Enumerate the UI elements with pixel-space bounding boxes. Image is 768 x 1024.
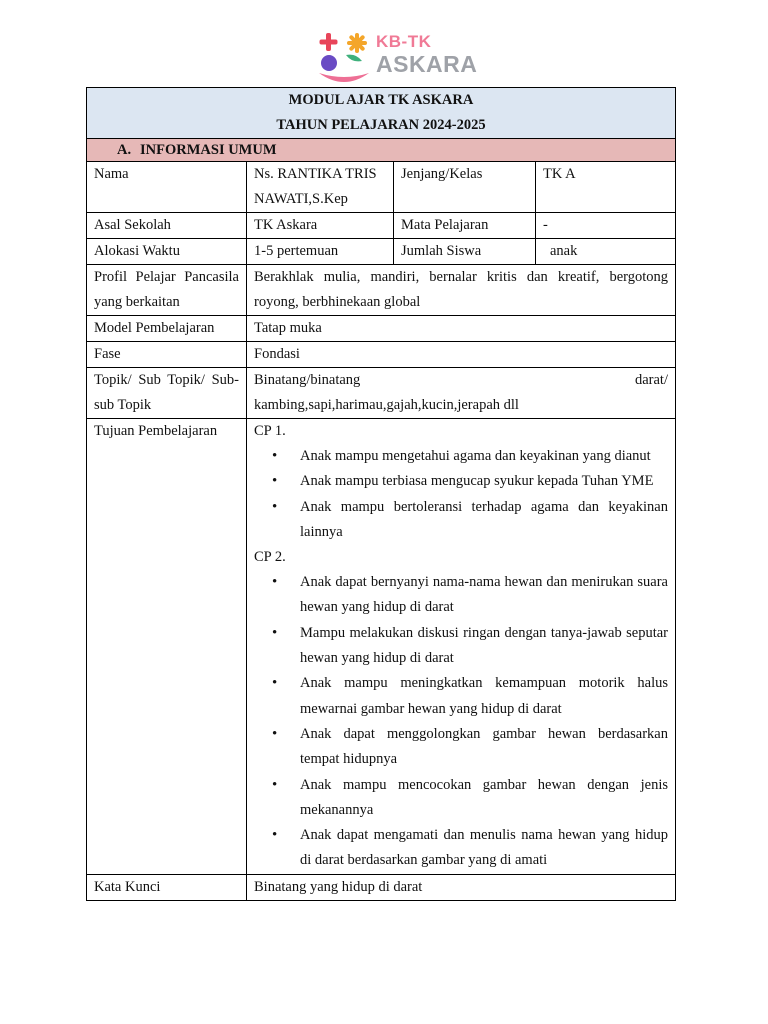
table-row <box>87 316 676 342</box>
list-item: • Anak dapat bernyanyi nama-nama hewan dan menirukan suara hewan yang hidup di darat <box>254 570 668 621</box>
table-row <box>87 239 676 265</box>
cp2-list <box>254 570 668 874</box>
row-value-jenjang: TK A <box>536 162 676 213</box>
row-label-model: Model Pembelajaran <box>87 316 247 342</box>
row-label-topik: Topik/ Sub Topik/ Sub-sub Topik <box>87 368 247 419</box>
row-label-jumlah-siswa: Jumlah Siswa <box>394 239 536 265</box>
row-label-alokasi-waktu: Alokasi Waktu <box>87 239 247 265</box>
table-row <box>87 368 676 419</box>
section-heading <box>87 139 676 162</box>
topik-right: darat/ <box>634 372 668 388</box>
table-row <box>87 342 676 368</box>
row-label-fase: Fase <box>87 342 247 368</box>
topik-line-2: kambing,sapi,harimau,gajah,kucin,jerapah dll <box>254 397 519 413</box>
row-label-jenjang: Jenjang/Kelas <box>394 162 536 213</box>
module-info-table <box>86 87 676 901</box>
row-value-topik <box>247 368 676 419</box>
row-value-profil: Berakhlak mulia, mandiri, bernalar kritis dan kreatif, bergotong royong, berbhinekaan global <box>247 265 676 316</box>
header-row <box>87 88 676 139</box>
row-value-model: Tatap muka <box>247 316 676 342</box>
table-row <box>87 419 676 875</box>
row-value-mata-pelajaran: - <box>536 213 676 239</box>
document-header <box>87 88 676 139</box>
list-item: • Anak mampu terbiasa mengucap syukur kepada Tuhan YME <box>254 469 668 494</box>
list-item: • Anak dapat mengamati dan menulis nama hewan yang hidup di darat berdasarkan gambar yang di amati <box>254 823 668 874</box>
list-item: • Anak mampu meningkatkan kemampuan motorik halus mewarnai gambar hewan yang hidup di darat <box>254 671 668 722</box>
section-row <box>87 139 676 162</box>
document-title: MODUL AJAR TK ASKARA <box>288 92 474 108</box>
table-row <box>87 162 676 213</box>
list-item: • Anak dapat menggolongkan gambar hewan berdasarkan tempat hidupnya <box>254 722 668 773</box>
nama-line-2: NAWATI,S.Kep <box>254 191 348 207</box>
row-value-jumlah-siswa: anak <box>536 239 676 265</box>
row-label-tujuan: Tujuan Pembelajaran <box>87 419 247 875</box>
section-letter: A. <box>117 142 132 158</box>
logo-kb-text: KB-TK <box>376 32 432 51</box>
table-row <box>87 874 676 900</box>
row-label-asal-sekolah: Asal Sekolah <box>87 213 247 239</box>
school-logo <box>316 29 478 85</box>
row-value-asal-sekolah: TK Askara <box>247 213 394 239</box>
row-label-profil: Profil Pelajar Pancasila yang berkaitan <box>87 265 247 316</box>
topik-left: Binatang/binatang <box>254 372 361 388</box>
section-title: INFORMASI UMUM <box>140 142 277 158</box>
list-item: • Anak mampu mencocokan gambar hewan dengan jenis mekanannya <box>254 773 668 824</box>
document-subtitle: TAHUN PELAJARAN 2024-2025 <box>276 117 486 133</box>
row-value-fase: Fondasi <box>247 342 676 368</box>
row-value-kata-kunci: Binatang yang hidup di darat <box>247 874 676 900</box>
row-value-tujuan <box>247 419 676 875</box>
row-label-mata-pelajaran: Mata Pelajaran <box>394 213 536 239</box>
cp1-list <box>254 444 668 545</box>
table-row <box>87 213 676 239</box>
nama-line-1: Ns. RANTIKA TRIS <box>254 166 377 182</box>
list-item: • Mampu melakukan diskusi ringan dengan tanya-jawab seputar hewan yang hidup di darat <box>254 621 668 672</box>
list-item: • Anak mampu mengetahui agama dan keyakinan yang dianut <box>254 444 668 469</box>
row-value-alokasi-waktu: 1-5 pertemuan <box>247 239 394 265</box>
list-item: • Anak mampu bertoleransi terhadap agama dan keyakinan lainnya <box>254 495 668 546</box>
row-label-kata-kunci: Kata Kunci <box>87 874 247 900</box>
cp2-label: CP 2. <box>254 549 286 566</box>
topik-line-1 <box>254 368 668 393</box>
table-row <box>87 265 676 316</box>
logo-mark-icon <box>316 29 376 85</box>
cp1-label: CP 1. <box>254 423 286 439</box>
row-value-nama <box>247 162 394 213</box>
row-label-nama: Nama <box>87 162 247 213</box>
logo-askara-text: ASKARA <box>376 51 478 77</box>
